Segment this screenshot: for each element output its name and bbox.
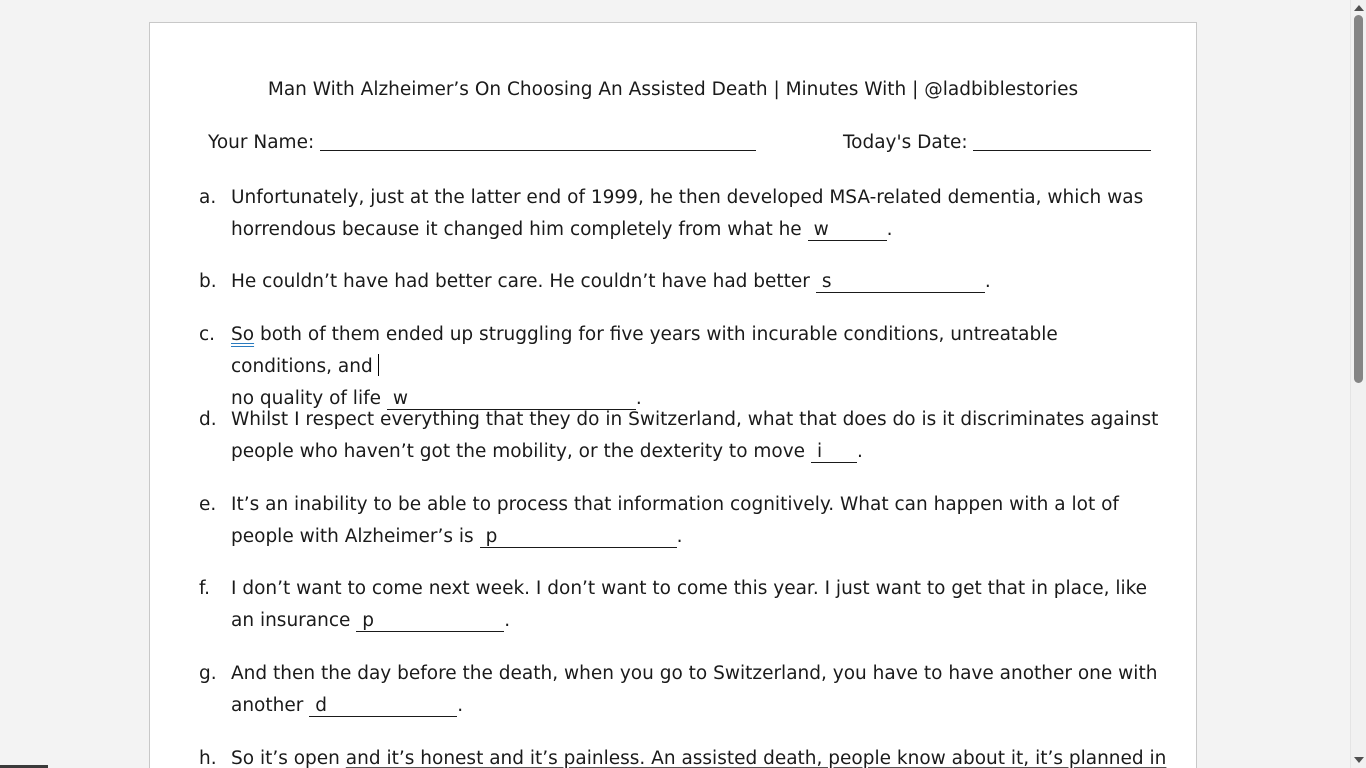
question-text-after: . <box>886 219 893 240</box>
name-blank-line[interactable] <box>320 132 756 151</box>
question-letter: f. <box>199 578 211 599</box>
question-letter: g. <box>199 663 217 684</box>
answer-blank[interactable]: p <box>480 527 677 548</box>
question-c <box>199 319 1159 415</box>
question-h <box>199 743 1167 768</box>
worksheet-title: Man With Alzheimer’s On Choosing An Assisted Death | Minutes With | @ladbiblestories <box>267 79 1079 100</box>
question-text <box>231 404 1159 468</box>
question-text <box>231 319 1159 415</box>
answer-blank[interactable]: d <box>309 696 457 717</box>
question-text-before: Unfortunately, just at the latter end of 1999, he then developed MSA-related dementia, which was horrendous because it changed him completely from what he <box>231 187 1144 240</box>
question-text-after: . <box>984 271 991 292</box>
question-g <box>199 658 1159 722</box>
question-text <box>231 182 1159 246</box>
question-text-after: . <box>635 388 642 409</box>
question-f <box>199 573 1159 637</box>
question-b <box>199 266 1159 298</box>
question-text-after: . <box>856 441 863 462</box>
question-letter: d. <box>199 409 217 430</box>
question-text <box>231 489 1159 553</box>
answer-blank[interactable]: w <box>808 220 887 241</box>
question-text-after: . <box>676 526 683 547</box>
spellcheck-word[interactable]: So <box>231 324 255 345</box>
vertical-scrollbar[interactable] <box>1350 0 1366 768</box>
question-text-line2: no quality of life <box>231 388 381 409</box>
question-text-after: . <box>457 695 464 716</box>
name-label: Your Name: <box>208 132 315 153</box>
question-a <box>199 182 1159 246</box>
question-letter: c. <box>199 324 216 345</box>
date-blank-line[interactable] <box>973 132 1151 151</box>
scroll-up-arrow-icon[interactable] <box>1354 5 1364 11</box>
question-d <box>199 404 1159 468</box>
question-text <box>231 743 1167 768</box>
question-letter: h. <box>199 748 217 768</box>
question-text-before: It’s an inability to be able to process that information cognitively. What can happen with a lot of people with Alzheimer’s is <box>231 494 1119 547</box>
question-letter: b. <box>199 271 217 292</box>
question-text-before: I don’t want to come next week. I don’t want to come this year. I just want to get that in place, like an insurance <box>231 578 1148 631</box>
question-text-before: And then the day before the death, when you go to Switzerland, you have to have another one with another <box>231 663 1158 716</box>
question-letter: e. <box>199 494 217 515</box>
question-text <box>231 573 1159 637</box>
question-text-before: He couldn’t have had better care. He couldn’t have had better <box>231 271 810 292</box>
question-e <box>199 489 1159 553</box>
grammar-flagged-text[interactable]: and it’s honest and it’s painless. An assisted death, people know about it, it’s planned in <box>345 748 1167 768</box>
worksheet-page[interactable] <box>149 22 1197 768</box>
question-text-before: Whilst I respect everything that they do in Switzerland, what that does do is it discriminates against people who haven’t got the mobility, or the dexterity to move <box>231 409 1159 462</box>
question-text-after: . <box>504 610 511 631</box>
question-text <box>231 266 1159 298</box>
question-letter: a. <box>199 187 217 208</box>
question-text-before: both of them ended up struggling for five years with incurable conditions, untreatable conditions, and <box>231 324 1058 377</box>
answer-blank[interactable]: s <box>816 272 985 293</box>
text-cursor <box>378 354 379 376</box>
date-field[interactable] <box>843 132 1151 153</box>
question-text-before: So it’s open <box>231 748 340 768</box>
date-label: Today's Date: <box>843 132 968 153</box>
answer-blank[interactable]: w <box>387 389 636 410</box>
answer-blank[interactable]: i <box>811 442 857 463</box>
question-text <box>231 658 1159 722</box>
scroll-down-arrow-icon[interactable] <box>1354 757 1364 763</box>
answer-blank[interactable]: p <box>356 611 504 632</box>
scrollbar-thumb[interactable] <box>1354 15 1363 383</box>
name-field[interactable] <box>208 132 756 153</box>
